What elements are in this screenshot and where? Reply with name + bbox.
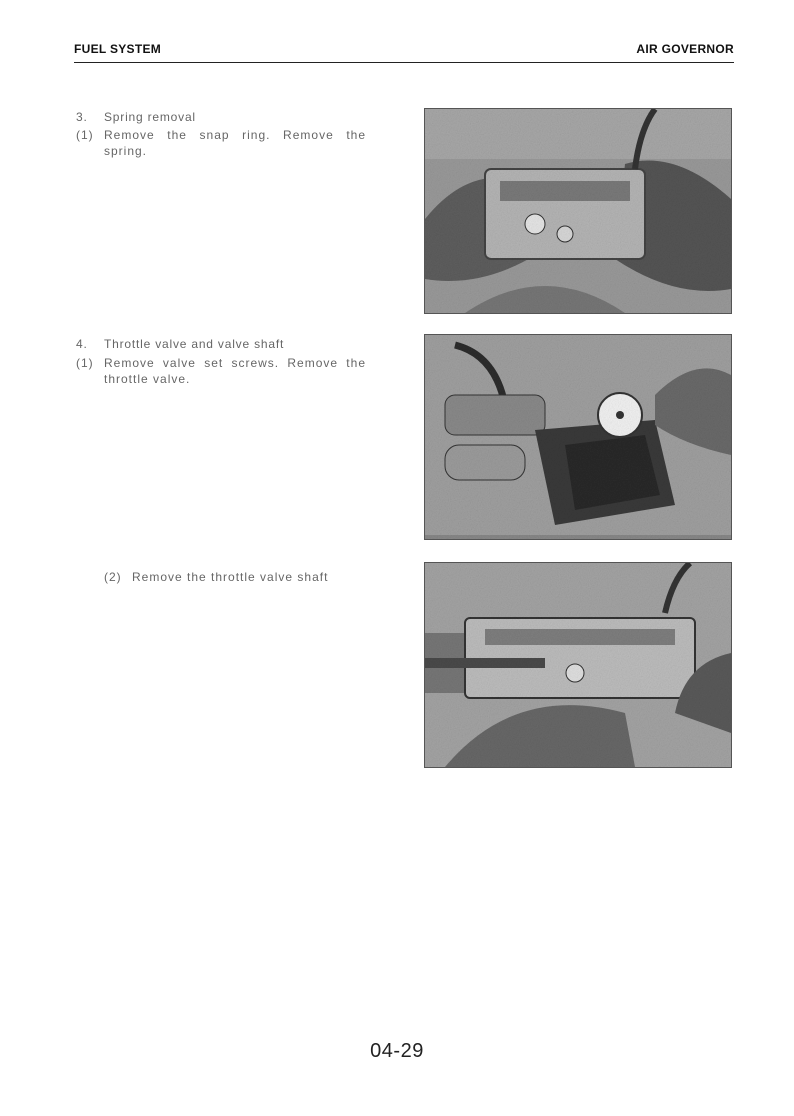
page-number: 04-29 (370, 1040, 424, 1062)
step-title: Throttle valve and valve shaft (104, 337, 285, 351)
substep-remove-valve-shaft (104, 569, 404, 587)
substep-text: Remove the snap ring. Remove the spring. (104, 128, 366, 158)
photo-throttle-valve-shaft (424, 562, 732, 768)
step-number: 3. (76, 110, 88, 124)
substep-text: Remove the throttle valve shaft (132, 570, 329, 584)
page-header (74, 42, 734, 64)
photo-spring-removal (424, 108, 732, 314)
section-title: FUEL SYSTEM (74, 42, 162, 56)
step-number: 4. (76, 337, 88, 351)
substep-remove-set-screws (76, 355, 396, 389)
header-rule (74, 62, 734, 63)
substep-number: (1) (76, 128, 94, 142)
photo-throttle-valve (424, 334, 732, 540)
step-spring-removal (76, 110, 376, 126)
substep-number: (1) (76, 356, 94, 370)
subsection-title: AIR GOVERNOR (636, 42, 734, 56)
step-throttle-valve (76, 337, 396, 353)
substep-remove-snap-ring (76, 127, 396, 161)
step-title: Spring removal (104, 110, 196, 124)
substep-number: (2) (104, 570, 122, 584)
substep-text: Remove valve set screws. Remove the throttle valve. (104, 356, 366, 386)
